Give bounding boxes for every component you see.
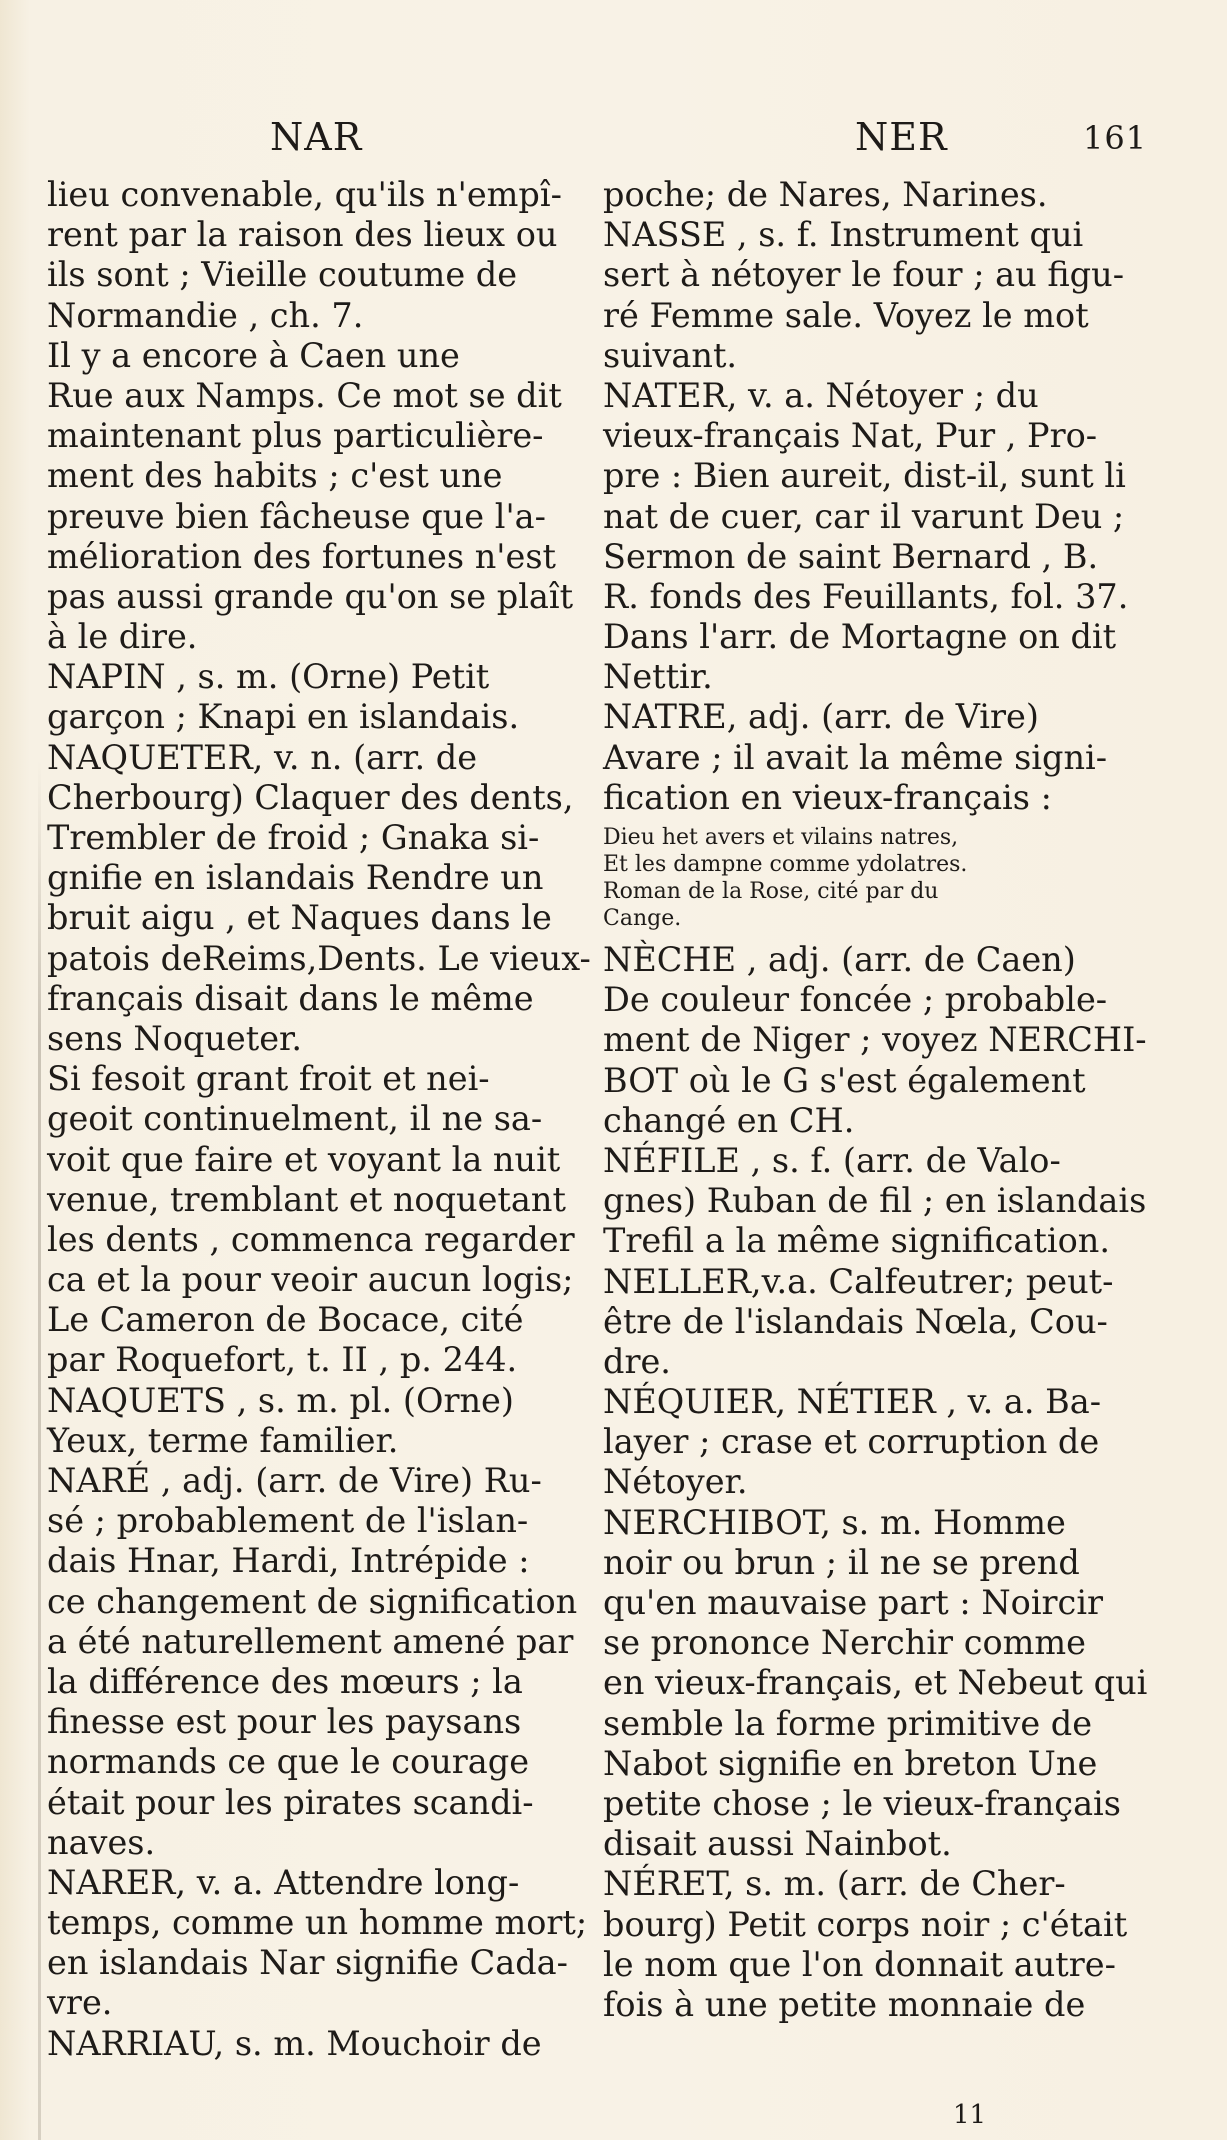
text-line: le nom que l'on donnait autre-: [603, 1944, 1116, 1984]
text-line: gnes) Ruban de fil ; en islandais: [603, 1181, 1147, 1221]
text-line: Il y a encore à Caen une: [47, 335, 460, 375]
text-line: NÉFILE , s. f. (arr. de Valo-: [603, 1140, 1061, 1180]
text-line: garçon ; Knapi en islandais.: [47, 697, 520, 737]
text-line: BOT où le G s'est également: [603, 1060, 1086, 1100]
text-line: Normandie , ch. 7.: [47, 295, 364, 335]
text-line: R. fonds des Feuillants, fol. 37.: [603, 576, 1129, 616]
text-line: NATER, v. a. Nétoyer ; du: [603, 375, 1039, 415]
text-line: NARRIAU, s. m. Mouchoir de: [47, 2023, 542, 2063]
text-line: NÉRET, s. m. (arr. de Cher-: [603, 1864, 1066, 1904]
text-line: sens Noqueter.: [47, 1018, 303, 1058]
text-line: Trefil a la même signification.: [603, 1221, 1110, 1261]
text-line: Sermon de saint Bernard , B.: [603, 536, 1099, 576]
text-line: De couleur foncée ; probable-: [603, 980, 1108, 1020]
text-line: NATRE, adj. (arr. de Vire): [603, 697, 1039, 737]
quotation-block: [603, 824, 1133, 932]
text-line: rent par la raison des lieux ou: [47, 215, 558, 255]
text-line: lieu convenable, qu'ils n'empî-: [47, 175, 562, 214]
text-line: était pour les pirates scandi-: [47, 1782, 534, 1822]
text-line: NASSE , s. f. Instrument qui: [603, 215, 1084, 255]
text-line: semble la forme primitive de: [603, 1703, 1093, 1743]
text-line: qu'en mauvaise part : Noircir: [603, 1583, 1104, 1622]
running-head-right: NER: [855, 115, 948, 159]
text-line: les dents , commenca regarder: [47, 1219, 575, 1259]
page-gutter-shadow: [38, 760, 41, 2140]
text-line: dre.: [603, 1341, 671, 1381]
text-line: layer ; crase et corruption de: [603, 1422, 1100, 1462]
text-line: suivant.: [603, 335, 738, 375]
text-line: Avare ; il avait la même signi-: [603, 737, 1108, 777]
running-head-left: NAR: [270, 115, 363, 159]
text-line: temps, comme un homme mort;: [47, 1903, 588, 1943]
quote-line: Dieu het avers et vilains natres,: [603, 825, 959, 850]
text-line: poche; de Nares, Narines.: [603, 175, 1048, 214]
text-line: voit que faire et voyant la nuit: [47, 1139, 561, 1179]
right-column: [603, 175, 1148, 2025]
text-line: a été naturellement amené par: [47, 1621, 574, 1661]
text-line: pas aussi grande qu'on se plaît: [47, 576, 574, 616]
text-line: NELLER,v.a. Calfeutrer; peut-: [603, 1261, 1114, 1301]
text-line: naves.: [47, 1822, 156, 1862]
text-line: Cherbourg) Claquer des dents,: [47, 777, 574, 817]
text-line: NARER, v. a. Attendre long-: [47, 1862, 520, 1902]
right-column-bottom: [603, 940, 1148, 2025]
text-line: à le dire.: [47, 617, 198, 657]
text-line: vieux-français Nat, Pur , Pro-: [603, 416, 1098, 456]
left-column: [47, 175, 591, 2064]
right-column-top: [603, 175, 1133, 818]
quote-line: Roman de la Rose, cité par du: [603, 879, 939, 904]
quote-line: Et les dampne comme ydolatres.: [603, 852, 968, 877]
text-line: Le Cameron de Bocace, cité: [47, 1300, 524, 1340]
text-line: NAPIN , s. m. (Orne) Petit: [47, 657, 490, 697]
text-line: venue, tremblant et noquetant: [47, 1179, 566, 1219]
text-line: mélioration des fortunes n'est: [47, 536, 556, 576]
text-line: français disait dans le même: [47, 978, 534, 1018]
text-line: en vieux-français, et Nebeut qui: [603, 1663, 1148, 1703]
text-line: NAQUETS , s. m. pl. (Orne): [47, 1380, 514, 1420]
text-line: NÉQUIER, NÉTIER , v. a. Ba-: [603, 1382, 1102, 1422]
text-line: petite chose ; le vieux-français: [603, 1783, 1121, 1823]
text-line: gnifie en islandais Rendre un: [47, 858, 544, 898]
text-line: changé en CH.: [603, 1100, 855, 1140]
text-line: en islandais Nar signifie Cada-: [47, 1943, 568, 1983]
text-line: ment des habits ; c'est une: [47, 456, 503, 496]
quote-line: Cange.: [603, 906, 682, 931]
text-line: Yeux, terme familier.: [47, 1420, 399, 1460]
text-line: fois à une petite monnaie de: [603, 1984, 1086, 2024]
text-line: NARÉ , adj. (arr. de Vire) Ru-: [47, 1461, 542, 1500]
text-line: geoit continuelment, il ne sa-: [47, 1099, 543, 1139]
text-line: Dans l'arr. de Mortagne on dit: [603, 617, 1117, 657]
text-line: ca et la pour veoir aucun logis;: [47, 1260, 574, 1300]
text-line: ils sont ; Vieille coutume de: [47, 255, 518, 295]
text-line: disait aussi Nainbot.: [603, 1824, 952, 1864]
text-line: dais Hnar, Hardi, Intrépide :: [47, 1541, 530, 1581]
text-line: noir ou brun ; il ne se prend: [603, 1542, 1080, 1582]
text-line: bruit aigu , et Naques dans le: [47, 898, 552, 938]
text-line: la différence des mœurs ; la: [47, 1661, 523, 1701]
text-line: vre.: [47, 1983, 113, 2023]
text-line: pre : Bien aureit, dist-il, sunt li: [603, 456, 1126, 496]
text-line: ré Femme sale. Voyez le mot: [603, 295, 1089, 335]
text-line: normands ce que le courage: [47, 1742, 530, 1782]
text-line: sert à nétoyer le four ; au figu-: [603, 255, 1125, 295]
text-line: NAQUETER, v. n. (arr. de: [47, 737, 478, 777]
text-line: se prononce Nerchir comme: [603, 1623, 1087, 1663]
text-line: finesse est pour les paysans: [47, 1702, 522, 1742]
text-line: être de l'islandais Nœla, Cou-: [603, 1301, 1108, 1341]
text-line: preuve bien fâcheuse que l'a-: [47, 496, 546, 536]
text-line: Rue aux Namps. Ce mot se dit: [47, 375, 562, 415]
text-line: patois deReims,Dents. Le vieux-: [47, 938, 591, 978]
text-line: bourg) Petit corps noir ; c'était: [603, 1904, 1128, 1944]
text-line: Si fesoit grant froit et nei-: [47, 1059, 490, 1099]
text-line: NÈCHE , adj. (arr. de Caen): [603, 940, 1076, 979]
signature-mark: 11: [953, 2100, 987, 2130]
text-line: sé ; probablement de l'islan-: [47, 1501, 529, 1541]
text-line: Trembler de froid ; Gnaka si-: [47, 818, 540, 857]
text-line: ment de Niger ; voyez NERCHI-: [603, 1020, 1147, 1060]
text-line: Nabot signifie en breton Une: [603, 1743, 1098, 1783]
text-line: Nettir.: [603, 657, 713, 697]
text-line: ce changement de signification: [47, 1581, 578, 1621]
text-line: maintenant plus particulière-: [47, 416, 544, 456]
text-line: nat de cuer, car il varunt Deu ;: [603, 496, 1125, 536]
page-number: 161: [1083, 119, 1148, 157]
text-line: par Roquefort, t. II , p. 244.: [47, 1340, 518, 1380]
text-line: fication en vieux-français :: [603, 777, 1052, 817]
text-line: Nétoyer.: [603, 1462, 748, 1502]
text-line: NERCHIBOT, s. m. Homme: [603, 1502, 1066, 1542]
